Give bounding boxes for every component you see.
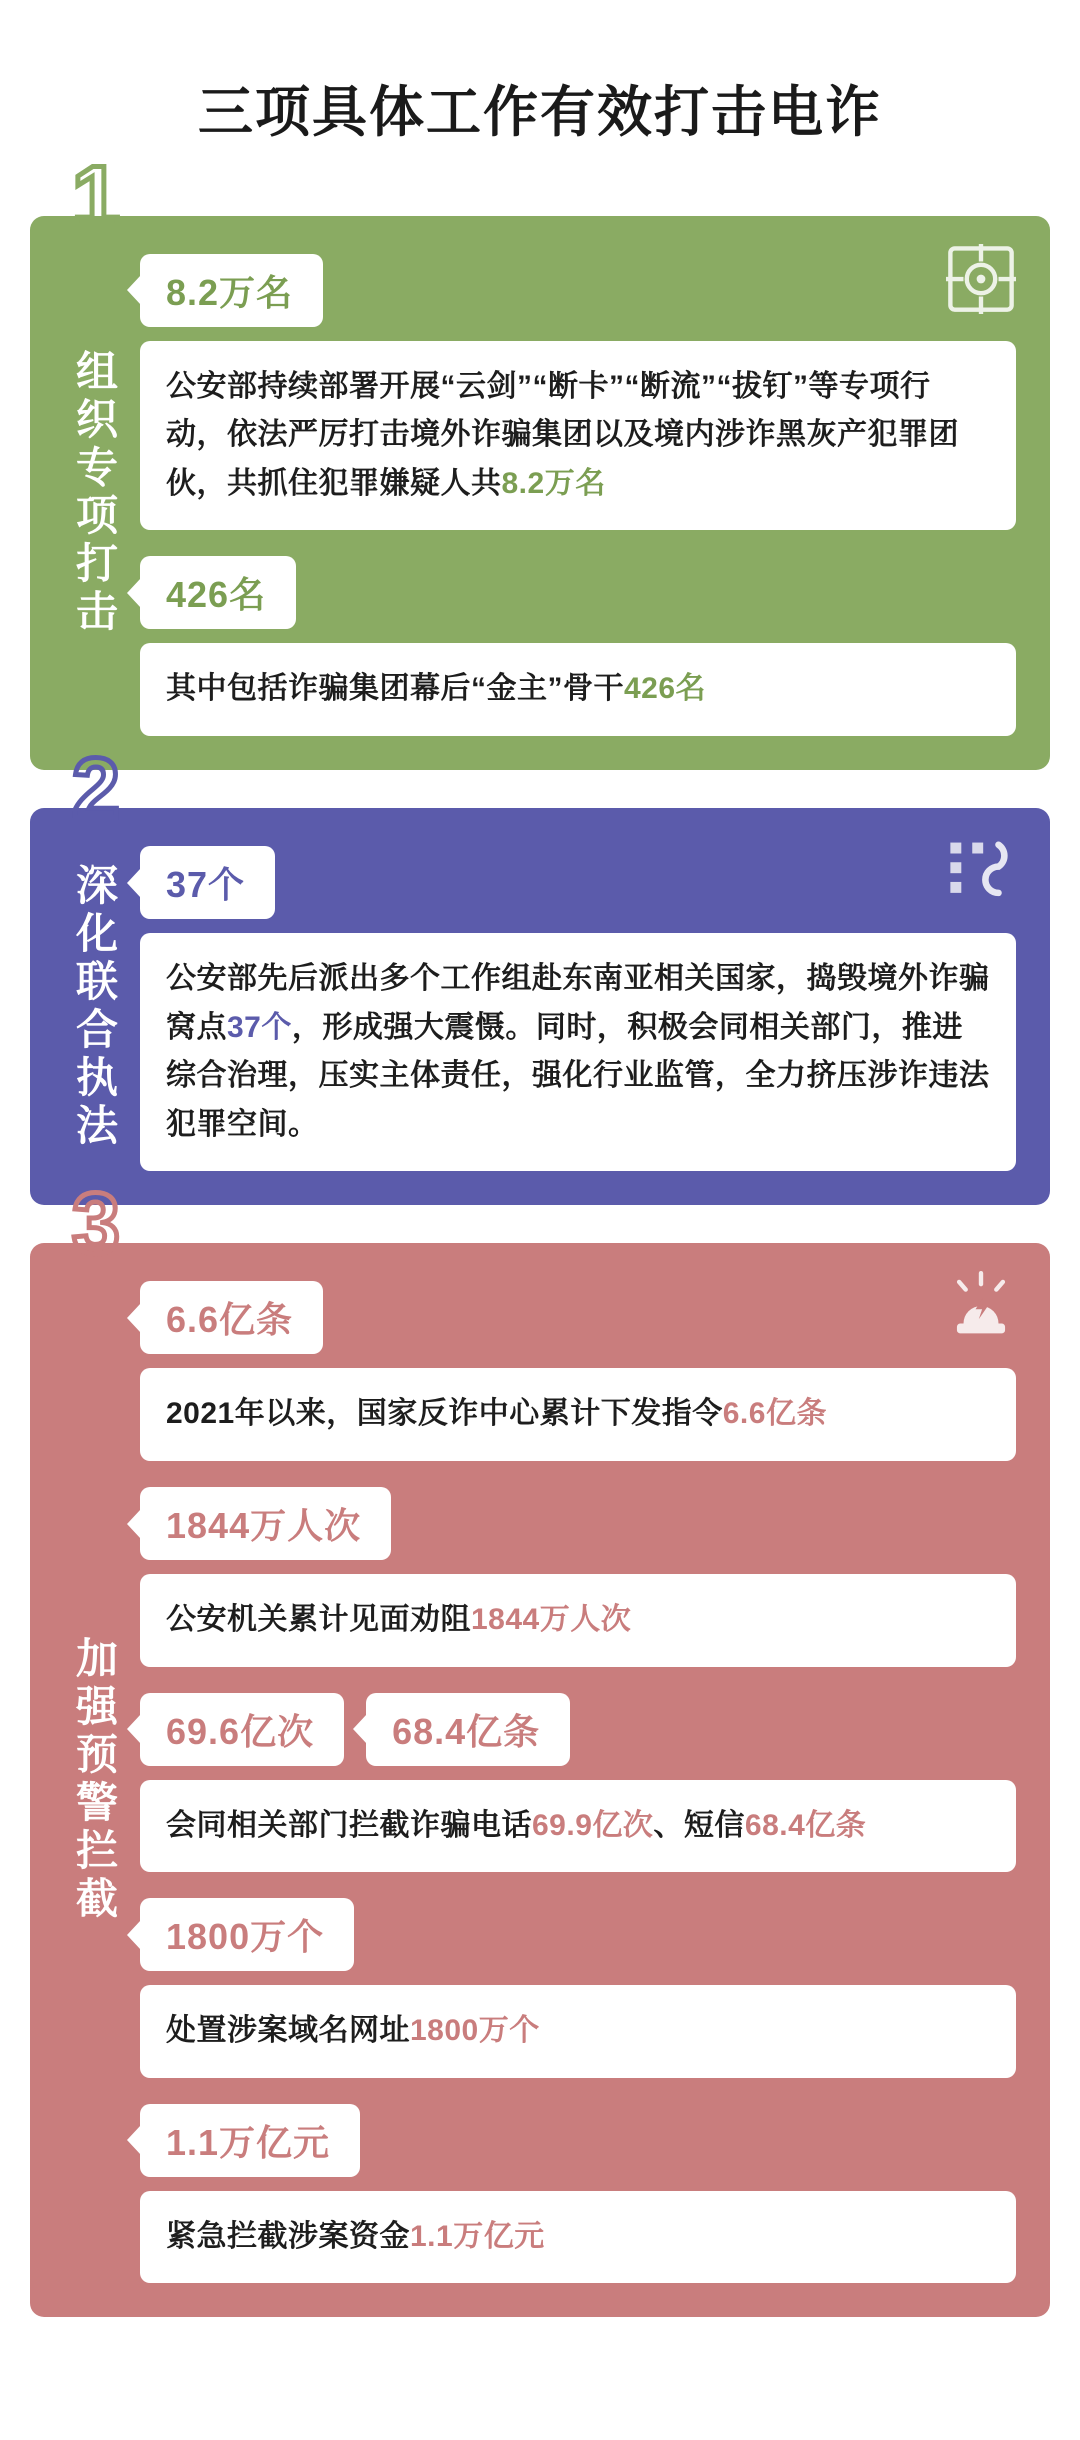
alarm-light-icon xyxy=(946,1271,1016,1341)
card-highlight: 69.9亿次 xyxy=(532,1808,654,1842)
card-highlight: 8.2万名 xyxy=(501,466,606,500)
card-text: 公安机关累计见面劝阻 xyxy=(166,1603,471,1637)
card-text: 处置涉案域名网址 xyxy=(166,2014,410,2048)
stat-card xyxy=(140,643,1016,736)
card-text: 紧急拦截涉案资金 xyxy=(166,2219,410,2253)
section-label xyxy=(66,216,122,770)
section-number: 3 xyxy=(72,1176,120,1273)
stat-tag: 1844万人次 xyxy=(140,1487,391,1560)
section-label-text: 加强预警拦截 xyxy=(71,1636,119,1925)
card-highlight: 1.1万亿元 xyxy=(410,2219,545,2253)
card-text: 公安部持续部署开展“云剑”“断卡”“断流”“拔钉”等专项行动，依法严厉打击境外诈骗集团以及境内涉诈黑灰产犯罪团伙，共抓住犯罪嫌疑人共 xyxy=(166,369,959,500)
card-text: 2021年以来，国家反诈中心累计下发指令 xyxy=(166,1397,723,1431)
card-highlight: 426名 xyxy=(624,672,707,706)
stat-card xyxy=(140,1985,1016,2078)
stat-card xyxy=(140,341,1016,531)
section-2 xyxy=(30,741,1050,1205)
link-icon xyxy=(946,836,1016,906)
section-number: 2 xyxy=(72,741,120,838)
card-text: 会同相关部门拦截诈骗电话 xyxy=(166,1808,532,1842)
infographic-page xyxy=(0,37,1080,2396)
stat-tag: 1800万个 xyxy=(140,1898,354,1971)
card-highlight: 1844万人次 xyxy=(471,1603,632,1637)
tag-row xyxy=(140,1898,1016,1971)
card-text: 其中包括诈骗集团幕后“金主”骨干 xyxy=(166,672,624,706)
card-highlight: 1800万个 xyxy=(410,2014,540,2048)
section-label xyxy=(66,808,122,1205)
stat-tag: 68.4亿条 xyxy=(366,1693,570,1766)
stat-card xyxy=(140,2191,1016,2284)
section-number: 1 xyxy=(72,148,120,245)
stat-tag: 6.6亿条 xyxy=(140,1281,323,1354)
stat-tag: 69.6亿次 xyxy=(140,1693,344,1766)
stat-card xyxy=(140,1368,1016,1461)
tag-row xyxy=(140,556,1016,629)
page-title: 三项具体工作有效打击电诈 xyxy=(197,80,882,143)
card-text: 公安部先后派出多个工作组赴东南亚相关国家，捣毁境外诈骗窝点 xyxy=(166,962,990,1044)
stat-tag: 1.1万亿元 xyxy=(140,2104,360,2177)
stat-tag: 8.2万名 xyxy=(140,254,323,327)
card-highlight: 37个 xyxy=(227,1010,292,1044)
card-text: 、短信 xyxy=(653,1808,745,1842)
tag-row xyxy=(140,846,1016,919)
stat-card xyxy=(140,933,1016,1171)
section-label xyxy=(66,1243,122,2317)
tag-row xyxy=(140,1281,1016,1354)
tag-row xyxy=(140,1693,1016,1766)
section-1 xyxy=(30,148,1050,770)
tag-row xyxy=(140,1487,1016,1560)
stat-card xyxy=(140,1574,1016,1667)
section-3 xyxy=(30,1176,1050,2317)
stat-tag: 37个 xyxy=(140,846,275,919)
card-highlight: 68.4亿条 xyxy=(744,1808,867,1842)
card-highlight: 6.6亿条 xyxy=(722,1397,827,1431)
section-label-text: 组织专项打击 xyxy=(71,348,119,637)
tag-row xyxy=(140,254,1016,327)
section-label-text: 深化联合执法 xyxy=(71,862,119,1151)
target-icon xyxy=(946,244,1016,314)
tag-row xyxy=(140,2104,1016,2177)
stat-card xyxy=(140,1780,1016,1873)
stat-tag: 426名 xyxy=(140,556,296,629)
card-text: ，形成强大震慑。同时，积极会同相关部门，推进综合治理，压实主体责任，强化行业监管，全力挤压涉诈违法犯罪空间。 xyxy=(166,1010,990,1141)
